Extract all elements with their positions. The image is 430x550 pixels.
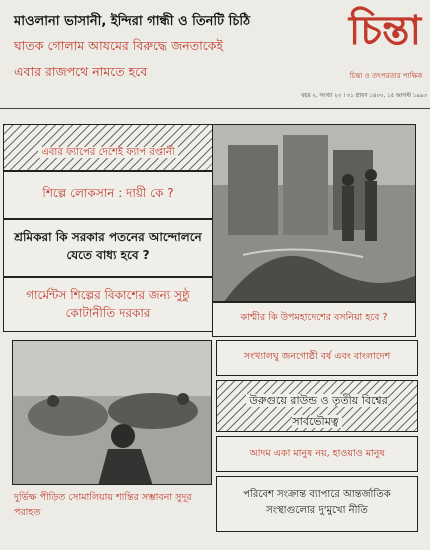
header-headlines (14, 12, 294, 84)
article-adam[interactable] (216, 436, 418, 472)
article-title: গার্মেন্টস শিল্পের বিকাশের জন্য সুষ্ঠু কোটানীতি দরকার (26, 288, 190, 320)
headline-3[interactable]: এবার রাজপথে নামতে হবে (14, 64, 148, 79)
logo-text: চিন্তা (348, 7, 422, 54)
photo-caption-kashmir[interactable] (212, 302, 416, 337)
masthead-tagline: চিন্তা ও তৎপরতার পাক্ষিক (349, 72, 423, 80)
caption-text: কাশ্মীর কি উপমহাদেশের বসনিয়া হবে ? (240, 312, 388, 323)
article-minority[interactable] (216, 340, 418, 376)
article-title: শ্রমিকরা কি সরকার পতনের আন্দোলনে যেতে বাধ্য হবে ? (14, 230, 202, 262)
article-uruguay[interactable] (216, 380, 418, 432)
article-garments[interactable] (3, 277, 213, 332)
photo-top-graphic (213, 125, 416, 302)
article-fap[interactable] (3, 124, 213, 171)
issue-line: বছর ২, সংখ্যা ২৩ । ৩১ শ্রাবণ ১৪০০, ১৫ আগস্ট ১৯৯৩ (301, 93, 427, 99)
article-title: পরিবেশ সংক্রান্ত ব্যাপারে আন্তর্জাতিক সংস্থাগুলোর দু'মুখো নীতি (243, 489, 391, 516)
article-title: আদম একা মানুষ নয়, হাওয়াও মানুষ (249, 448, 385, 459)
caption-text: দুর্ভিক্ষ পীড়িত সোমালিয়ায় শান্তির সম্ভাবনা সুদূর পরাহত (14, 492, 192, 519)
article-title: এবার ফ্যাপের দেশেই ফ্যাপ রপ্তানী (38, 147, 178, 158)
masthead-logo (345, 0, 425, 62)
article-workers[interactable] (3, 219, 213, 277)
photo-caption-somalia[interactable] (14, 490, 212, 520)
soldiers-rubble-photo (212, 124, 416, 302)
article-title: সংখ্যালঘু জনগোষ্ঠী বর্ষ এবং বাংলাদেশ (243, 351, 391, 362)
article-environment[interactable] (216, 476, 418, 532)
photo-bottom-graphic (13, 341, 212, 485)
somalia-crowd-photo (12, 340, 212, 485)
headline-2[interactable]: ঘাতক গোলাম আযমের বিরুদ্ধে জনতাকেই (14, 38, 223, 53)
article-title: শিল্পে লোকসান : দায়ী কে ? (42, 186, 174, 200)
header-rule (0, 108, 430, 109)
article-industry-loss[interactable] (3, 171, 213, 219)
article-title: উরুগুয়ে রাউন্ড ও তৃতীয় বিশ্বের সার্বভৌমত্ব (241, 389, 393, 430)
headline-1[interactable]: মাওলানা ভাসানী, ইন্দিরা গান্ধী ও তিনটি চিঠি (14, 14, 251, 29)
